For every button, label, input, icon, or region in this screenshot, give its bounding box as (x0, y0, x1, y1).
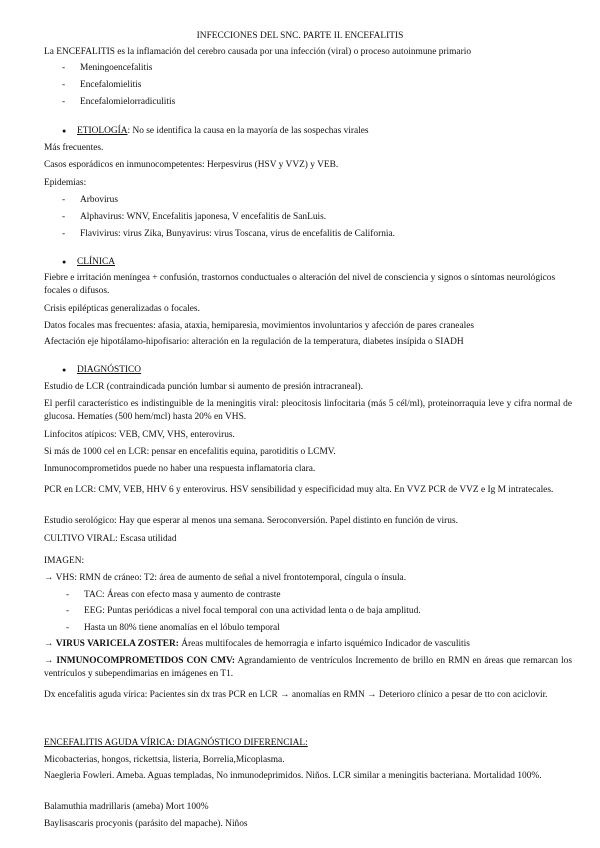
bullet-marker: ● (62, 366, 67, 374)
diagnostico-paragraph: Estudio serológico: Hay que esperar al menos una semana. Seroconversión. Papel distinto en función de virus. (44, 516, 458, 526)
diagnostico-paragraph: PCR en LCR: CMV, VEB, HHV 6 y enterovirus. HSV sensibilidad y especificidad muy alta. En VVZ PCR de VVZ e Ig M intratecales. (44, 485, 554, 495)
diagnostico-paragraph: Inmunocomprometidos puede no haber una respuesta inflamatoria clara. (44, 464, 316, 474)
bullet-marker: ● (62, 127, 67, 135)
diagnostico-paragraph: Estudio de LCR (contraindicada punción lumbar si aumento de presión intracraneal). (44, 382, 363, 392)
etiologia-esporadicos: Casos esporádicos en inmunocompetentes: Herpesvirus (HSV y VVZ) y VEB. (44, 160, 339, 170)
imagen-cmv: → INMUNOCOMPROMETIDOS CON CMV: Agrandamiento de ventrículos Incremento de brillo en RMN en áreas que remarcan los ventrículos y subependimarias en imágenes en T1. (44, 656, 572, 679)
diferencial-paragraph: Micobacterias, hongos, rickettsia, listeria, Borrelia,Micoplasma. (44, 755, 285, 765)
clinica-paragraph: Crisis epilépticas generalizadas o focales. (44, 304, 200, 314)
dash-marker: - (62, 229, 66, 239)
dash-marker: - (62, 63, 66, 73)
diferencial-paragraph: Naegleria Fowleri. Ameba. Aguas templadas, No inmunodeprimidos. Niños. LCR similar a meningitis bacteriana. Mortalidad 100%. (44, 771, 542, 781)
imagen-vhs: → VHS: RMN de cráneo: T2: área de aumento de señal a nivel frontotemporal, cíngula o ínsula. (44, 573, 407, 583)
dash-marker: - (66, 606, 70, 616)
dash-marker: - (62, 212, 66, 222)
dash-marker: - (62, 195, 66, 205)
dash-marker: - (66, 623, 70, 633)
diagnostico-paragraph: CULTIVO VIRAL: Escasa utilidad (44, 534, 177, 544)
arrow-icon: → (44, 639, 54, 649)
diagnostico-paragraph: Si más de 1000 cel en LCR: pensar en encefalitis equina, parotiditis o LCMV. (44, 447, 336, 457)
diferencial-paragraph: Baylisascaris procyonis (parásito del mapache). Niños (44, 819, 248, 829)
etiologia-epidemias: Epidemias: (44, 178, 87, 188)
diferencial-paragraph: Balamuthia madrillaris (ameba) Mort 100% (44, 802, 209, 812)
imagen-vvz: → VIRUS VARICELA ZOSTER: Áreas multifocales de hemorragia e infarto isquémico Indicador de vasculitis (44, 639, 470, 649)
clinica-paragraph: Datos focales mas frecuentes: afasia, ataxia, hemiparesia, movimientos involuntarios y afección de pares craneales (44, 321, 475, 331)
arrow-icon: → (367, 690, 377, 700)
imagen-heading: IMAGEN: (44, 556, 85, 566)
arrow-icon: → (44, 573, 54, 583)
dash-marker: - (66, 590, 70, 600)
dx-paragraph: Dx encefalitis aguda vírica: Pacientes sin dx tras PCR en LCR → anomalías en RMN → Deterioro clínico a pesar de tto con aciclovir. (44, 690, 548, 700)
clinica-paragraph: Afectación eje hipotálamo-hipofisario: alteración en la regulación de la temperatura, diabetes insípida o SIADH (44, 337, 464, 347)
etiologia-frecuentes: Más frecuentes. (44, 143, 104, 153)
arrow-icon: → (280, 690, 290, 700)
diferencial-heading: ENCEFALITIS AGUDA VÍRICA: DIAGNÓSTICO DIFERENCIAL: (44, 738, 308, 748)
document-page: INFECCIONES DEL SNC. PARTE II. ENCEFALITIS La ENCEFALITIS es la inflamación del cerebro causada por una infección (viral) o proceso autoinmune primario - Meningoencefalitis - Encefalomielitis - Encefalomielorradiculitis ● ETIOLOGÍA: No se identifica la causa en la mayoría de las sospechas virales Más frecuentes. Casos esporádicos en inmunocompetentes: Herpesvirus (HSV y VVZ) y VEB. Epidemias: - Arbovirus - Alphavirus: WNV, Encefalitis japonesa, V encefalitis de SanLuis. - Flavivirus: virus Zika, Bunyavirus: virus Toscana, virus de encefalitis de California. ● CLÍNICA Fiebre e irritación meníngea + confusión, trastornos conductuales o alteración del nivel de consciencia y signos o síntomas neurológicos focales o difusos. Crisis epilépticas generalizadas o focales. Datos focales mas frecuentes: afasia, ataxia, hemiparesia, movimientos involuntarios y afección de pares craneales Afectación eje hipotálamo-hipofisario: alteración en la regulación de la temperatura, diabetes insípida o SIADH ● DIAGNÓSTICO Estudio de LCR (contraindicada punción lumbar si aumento de presión intracraneal). El perfil característico es indistinguible de la meningitis viral: pleocitosis linfocitaria (más 5 cél/ml), proteinorraquia leve y cifra normal de glucosa. Hematíes (500 hem/mcl) hasta 20% en VHS. Linfocitos atípicos: VEB, CMV, VHS, enterovirus. Si más de 1000 cel en LCR: pensar en encefalitis equina, parotiditis o LCMV. Inmunocomprometidos puede no haber una respuesta inflamatoria clara. PCR en LCR: CMV, VEB, HHV 6 y enterovirus. HSV sensibilidad y especificidad muy alta. En VVZ PCR de VVZ e Ig M intratecales. Estudio serológico: Hay que esperar al menos una semana. Seroconversión. Papel distinto en función de virus. CULTIVO VIRAL: Escasa utilidad IMAGEN: → VHS: RMN de cráneo: T2: área de aumento de señal a nivel frontotemporal, cíngula o ínsula. - TAC: Áreas con efecto masa y aumento de contraste - EEG: Puntas periódicas a nivel focal temporal con una actividad lenta o de baja amplitud. - Hasta un 80% tiene anomalías en el lóbulo temporal → VIRUS VARICELA ZOSTER: Áreas multifocales de hemorragia e infarto isquémico Indicador de vasculitis → INMUNOCOMPROMETIDOS CON CMV: Agrandamiento de ventrículos Incremento de brillo en RMN en áreas que remarcan los ventrículos y subependimarias en imágenes en T1. Dx encefalitis aguda vírica: Pacientes sin dx tras PCR en LCR → anomalías en RMN → Deterioro clínico a pesar de tto con aciclovir. ENCEFALITIS AGUDA VÍRICA: DIAGNÓSTICO DIFERENCIAL: Micobacterias, hongos, rickettsia, listeria, Borrelia,Micoplasma. Naegleria Fowleri. Ameba. Aguas templadas, No inmunodeprimidos. Niños. LCR similar a meningitis bacteriana. Mortalidad 100%. Balamuthia madrillaris (ameba) Mort 100% Baylisascaris procyonis (parásito del mapache). Niños (0, 0, 600, 848)
diagnostico-paragraph: El perfil característico es indistinguible de la meningitis viral: pleocitosis linfocitaria (más 5 cél/ml), proteinorraquia leve y cifra normal de glucosa. Hematíes (500 hem/mcl) hasta 20% en VHS. (44, 399, 572, 422)
dash-marker: - (62, 80, 66, 90)
diagnostico-paragraph: Linfocitos atípicos: VEB, CMV, VHS, enterovirus. (44, 430, 235, 440)
dash-marker: - (62, 97, 66, 107)
clinica-paragraph: Fiebre e irritación meníngea + confusión, trastornos conductuales o alteración del nivel de consciencia y signos o síntomas neurológicos focales o difusos. (44, 273, 556, 296)
bullet-marker: ● (62, 258, 67, 266)
page-title: INFECCIONES DEL SNC. PARTE II. ENCEFALITIS (196, 31, 404, 41)
intro-paragraph: La ENCEFALITIS es la inflamación del cerebro causada por una infección (viral) o proceso autoinmune primario (44, 47, 472, 57)
arrow-icon: → (44, 656, 54, 666)
